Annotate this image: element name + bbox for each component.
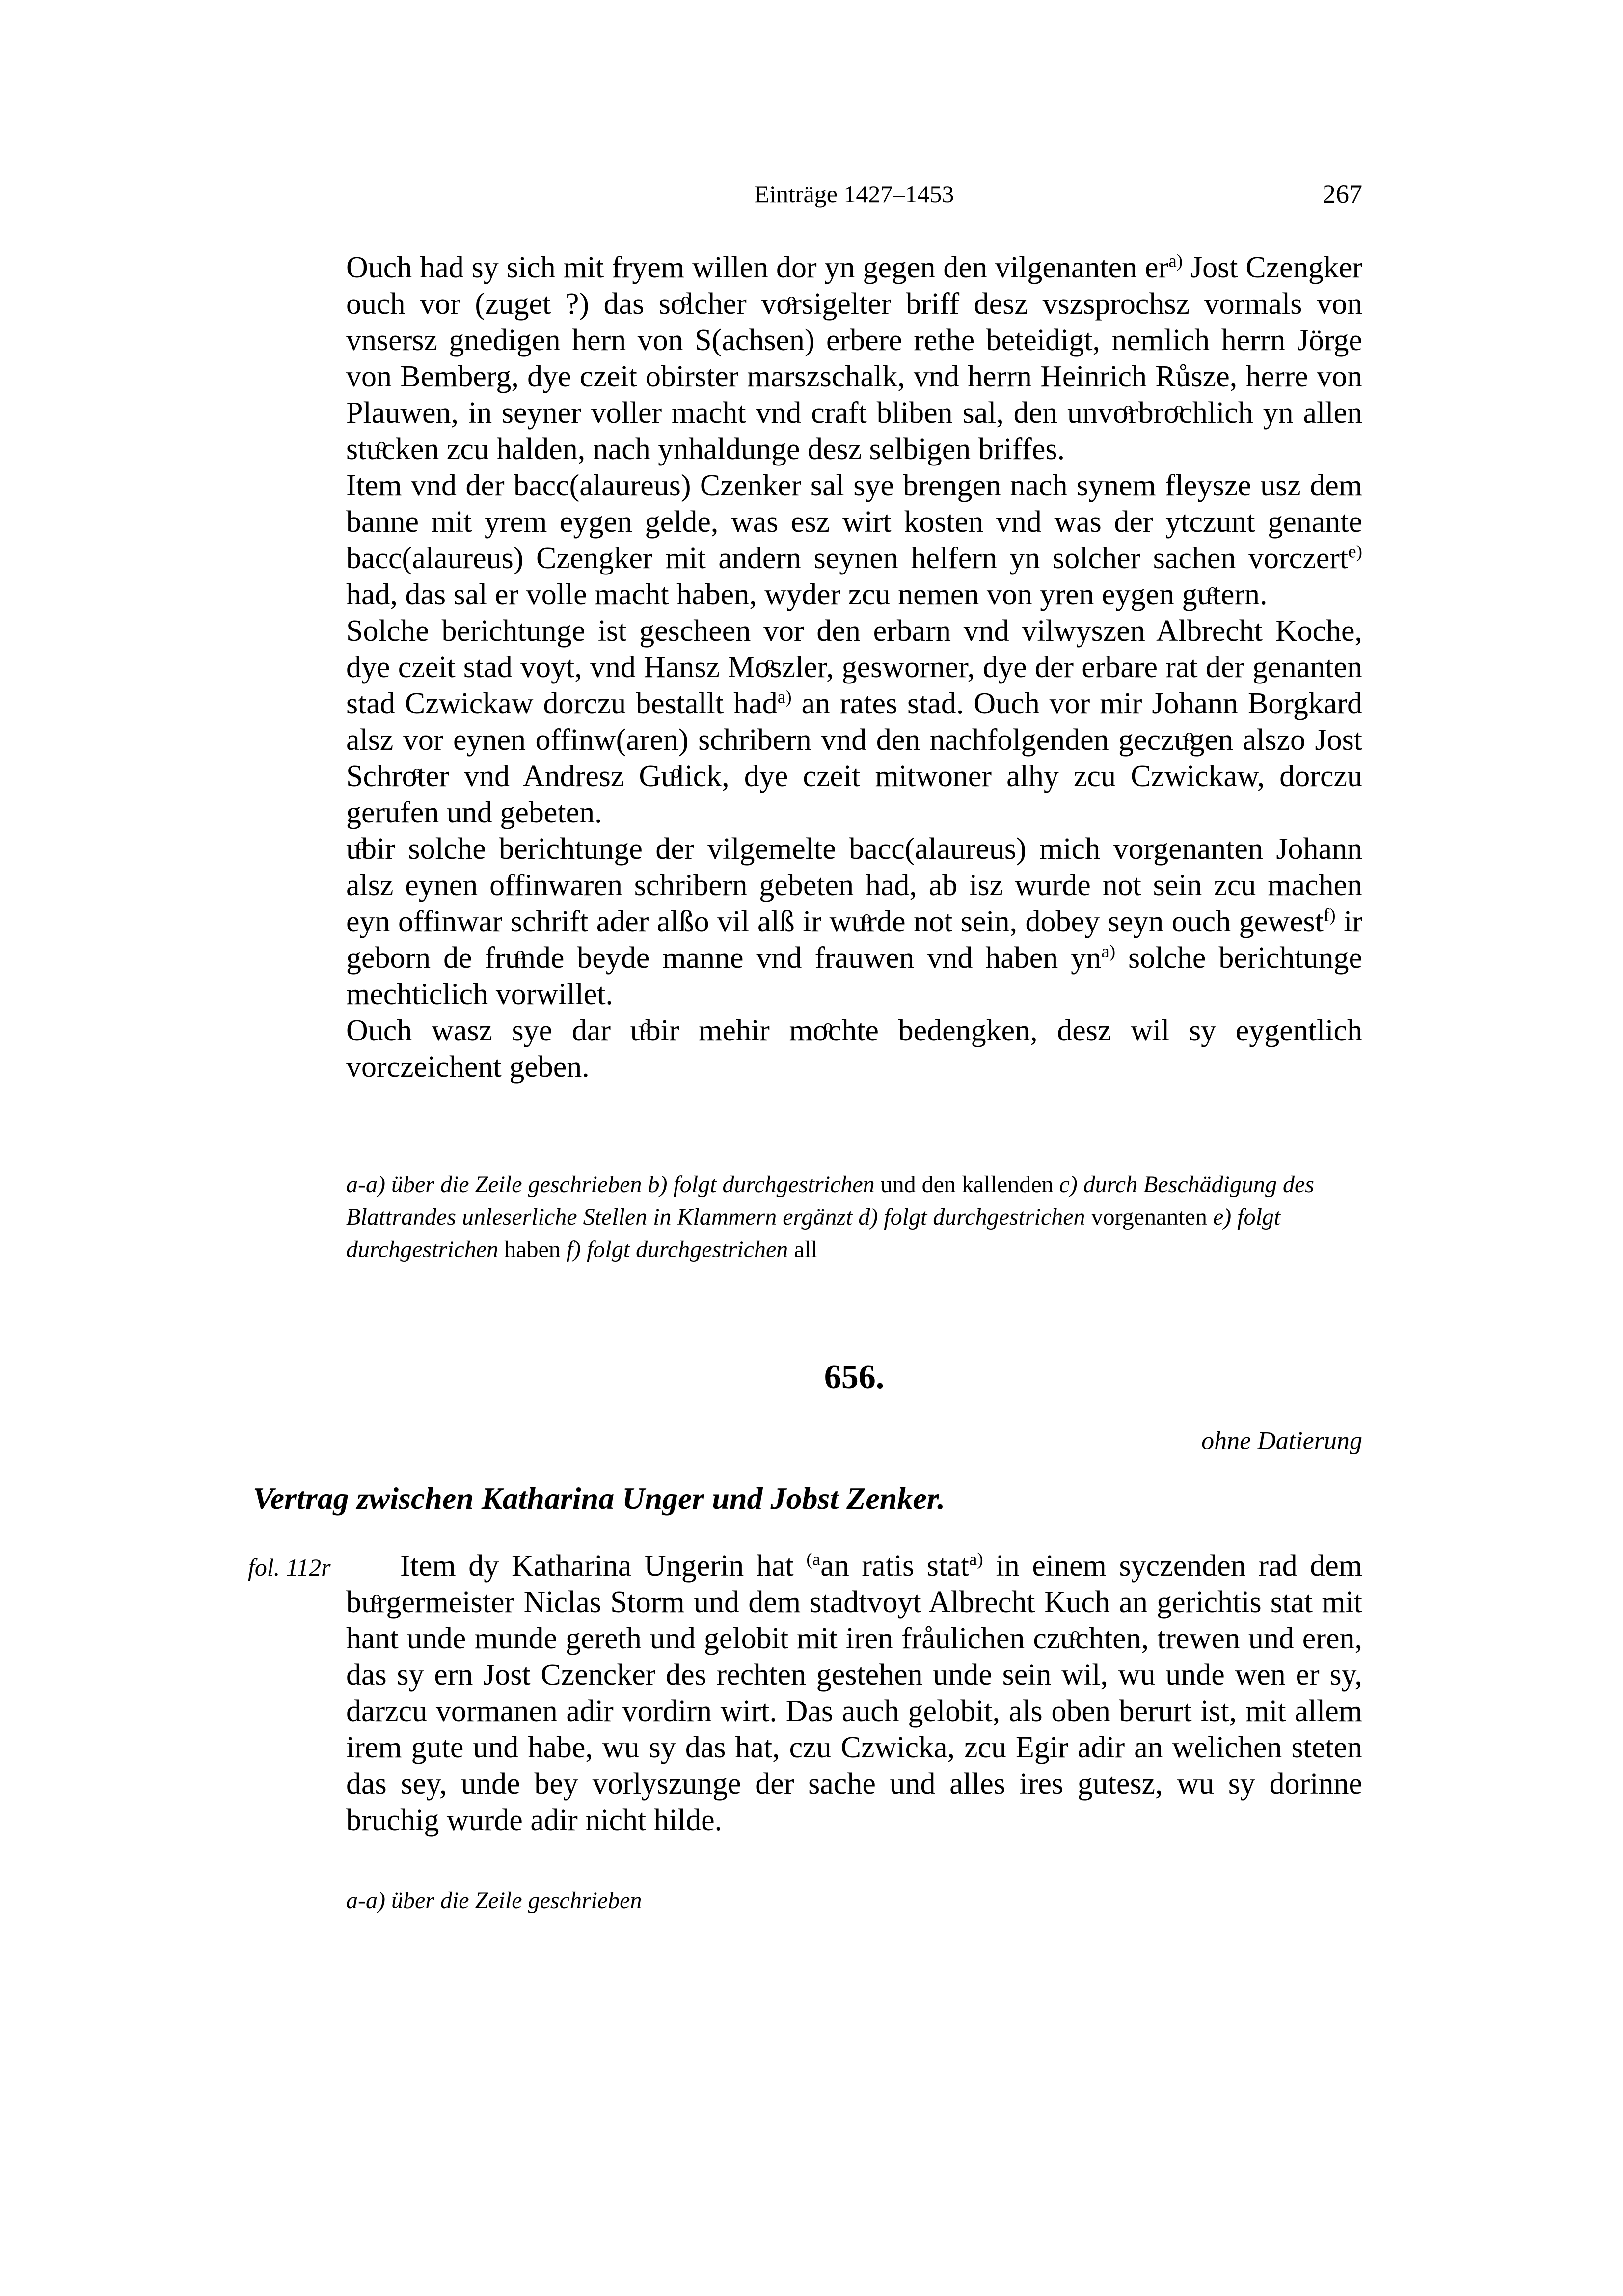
entry-date: ohne Datierung: [1201, 1427, 1362, 1455]
folio-marker: fol. 112r: [248, 1554, 331, 1581]
text-run: an ratis stat: [820, 1549, 969, 1583]
footnote-italic-text: a-a) über die Zeile geschrieben: [346, 1887, 642, 1913]
footnote-marker: a): [1101, 941, 1116, 962]
text-run: Jost Czengker ouch vor (zuget ?) das soͦlcher voͦrsigelter briff desz vszsprochsz vormals von vnsersz gnedigen hern von S(achsen) erbere rethe beteidigt, nemlich herrn Jörge von Bemberg, dye czeit obirster marszschalk, vnd herrn Heinrich Růsze, herre von Plauwen, in seyner voller macht vnd craft bliben sal, den unvoͦrbroͦchlich yn allen stuͦcken zcu halden, nach ynhaldunge desz selbigen briffes.: [346, 251, 1362, 466]
page-number: 267: [1323, 179, 1362, 209]
footnote-italic-text: a-a) über die Zeile geschrieben b) folgt durchgestrichen: [346, 1172, 875, 1198]
text-run: in einem syczenden rad dem buͦrgermeister Niclas Storm und dem stadtvoyt Albrecht Kuch an gerichtis stat mit hant unde munde gereth und gelobit mit iren fråulichen czuͦchten, trewen und eren, das sy ern Jost Czencker des rechten gestehen unde sein wil, wu unde wen er sy, darzcu vormanen adir vordirn wirt. Das auch gelobit, als oben berurt ist, mit allem irem gute und habe, wu sy das hat, czu Czwicka, zcu Egir adir an welichen steten das sey, unde bey vorlyszunge der sache und alles ires gutesz, wu sy dorinne bruchig wurde adir nicht hilde.: [346, 1549, 1362, 1837]
paragraph: [346, 831, 1362, 1012]
footnotes-previous-entry: [346, 1169, 1362, 1266]
text-run: ir geborn de fruͦnde beyde manne vnd frauwen vnd haben yn: [346, 905, 1362, 975]
text-run: uͦbir solche berichtunge der vilgemelte bacc(alaureus) mich vorgenanten Johann alsz eynen offinwaren schribern gebeten had, ab isz wurde not sein zcu machen eyn offinwar schrift ader alßo vil alß ir wuͦrde not sein, dobey seyn ouch gewest: [346, 832, 1362, 938]
footnote-italic-text: f) folgt durchgestrichen: [566, 1236, 788, 1262]
text-run: haben: [498, 1236, 567, 1262]
text-run: Solche berichtunge ist gescheen vor den erbarn vnd vilwyszen Albrecht Koche, dye czeit stad voyt, vnd Hansz Moͦszler, gesworner, dye der erbare rat der genanten stad Czwickaw dorczu bestallt had: [346, 614, 1362, 720]
text-run: und den kallenden: [874, 1172, 1059, 1198]
text-run: solche berichtunge mechticlich vorwillet.: [346, 941, 1363, 1011]
footnote-marker: (a: [806, 1549, 821, 1570]
text-run: had, das sal er volle macht haben, wyder zcu nemen von yren eygen guͦtern.: [346, 578, 1268, 611]
running-head: Einträge 1427–1453: [754, 180, 954, 208]
footnote-marker: f): [1323, 905, 1336, 926]
continuation-text: [346, 249, 1362, 1085]
text-run: an rates stad. Ouch vor mir Johann Borgkard alsz vor eynen offinw(aren) schribern vnd den nachfolgenden geczuͦgen alszo Jost Schroͦter vnd Andresz Guͦlick, dye czeit mitwoner alhy zcu Czwickaw, dorczu gerufen und gebeten.: [346, 687, 1362, 829]
paragraph: [346, 467, 1362, 613]
paragraph: [346, 1012, 1362, 1085]
entry-title: Vertrag zwischen Katharina Unger und Jobst Zenker.: [253, 1481, 946, 1516]
footnote-italic-text: c) durch Beschädigung des Blattrandes unleserliche Stellen in Klammern ergänzt d) folgt durchgestrichen: [346, 1172, 1314, 1230]
text-run: Ouch wasz sye dar uͦbir mehir moͦchte bedengken, desz wil sy eygentlich vorczeichent geben.: [346, 1014, 1362, 1084]
paragraph: [346, 249, 1362, 467]
page-header: [346, 177, 1362, 211]
entry-number: 656.: [824, 1358, 885, 1396]
footnote-marker: a): [777, 687, 792, 708]
footnotes-entry-656: [346, 1885, 1362, 1917]
text-run: all: [788, 1236, 818, 1262]
entry-text: [346, 1548, 1362, 1838]
footnote-italic-text: e) folgt durchgestrichen: [346, 1204, 1281, 1262]
text-run: Item dy Katharina Ungerin hat: [400, 1549, 807, 1583]
text-run: vorgenanten: [1085, 1204, 1213, 1230]
text-run: Item vnd der bacc(alaureus) Czenker sal sye brengen nach synem fleysze usz dem banne mit yrem eygen gelde, was esz wirt kosten vnd was der ytczunt genante bacc(alaureus) Czengker mit andern seynen helfern yn solcher sachen vorczert: [346, 469, 1362, 575]
footnote-marker: e): [1348, 542, 1362, 562]
footnote-marker: a): [1168, 251, 1183, 272]
paragraph: [346, 613, 1362, 831]
text-run: Ouch had sy sich mit fryem willen dor yn gegen den vilgenanten er: [346, 251, 1169, 284]
footnote-marker: a): [969, 1549, 983, 1570]
